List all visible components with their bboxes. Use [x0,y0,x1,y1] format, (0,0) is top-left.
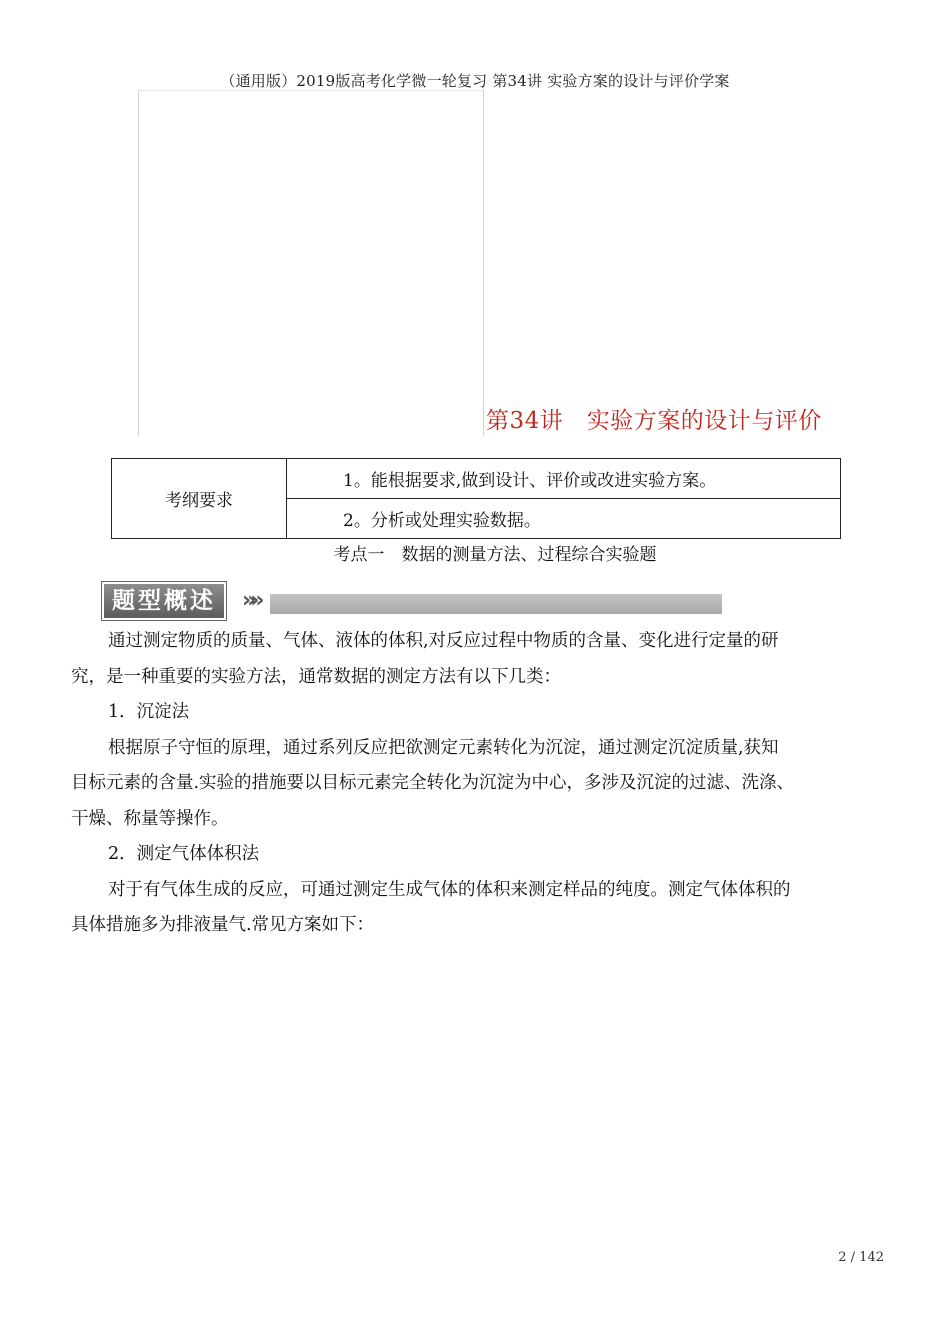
section-title: 考点一 数据的测量方法、过程综合实验题 [333,545,657,565]
paragraph-line: 对于有气体生成的反应，可通过测定生成气体的体积来测定样品的纯度。测定气体体积的 [108,879,791,900]
image-placeholder-frame [138,90,484,436]
table-row [112,459,841,499]
requirement-item-1: 1。能根据要求,做到设计、评价或改进实验方案。 [287,459,841,499]
paragraph-line: 具体措施多为排液量气.常见方案如下： [71,915,375,935]
requirements-table [111,458,841,539]
double-chevron-icon: »» [242,588,259,613]
banner-stripe [270,594,722,614]
subheading-gas-volume: 2．测定气体体积法 [108,844,260,864]
paragraph-line: 干燥、称量等操作。 [71,808,229,829]
paragraph-line: 目标元素的含量.实验的措施要以目标元素完全转化为沉淀为中心，多涉及沉淀的过滤、洗涤、 [71,773,795,793]
page-number: 2 / 142 [838,1250,884,1265]
paragraph-line: 通过测定物质的质量、气体、液体的体积,对反应过程中物质的含量、变化进行定量的研 [108,631,779,651]
requirement-item-2: 2。分析或处理实验数据。 [287,499,841,539]
lecture-title: 第34讲 实验方案的设计与评价 [486,408,822,434]
body-text [71,624,884,944]
banner-label: 题型概述 [102,582,226,620]
section-banner [102,578,722,618]
subheading-precipitation: 1．沉淀法 [108,702,190,722]
paragraph-line: 究，是一种重要的实验方法，通常数据的测定方法有以下几类： [71,666,561,687]
requirements-label: 考纲要求 [112,459,287,539]
running-header: （通用版）2019版高考化学微一轮复习 第34讲 实验方案的设计与评价学案 [220,72,730,90]
paragraph-line: 根据原子守恒的原理，通过系列反应把欲测定元素转化为沉淀，通过测定沉淀质量,获知 [108,737,779,758]
